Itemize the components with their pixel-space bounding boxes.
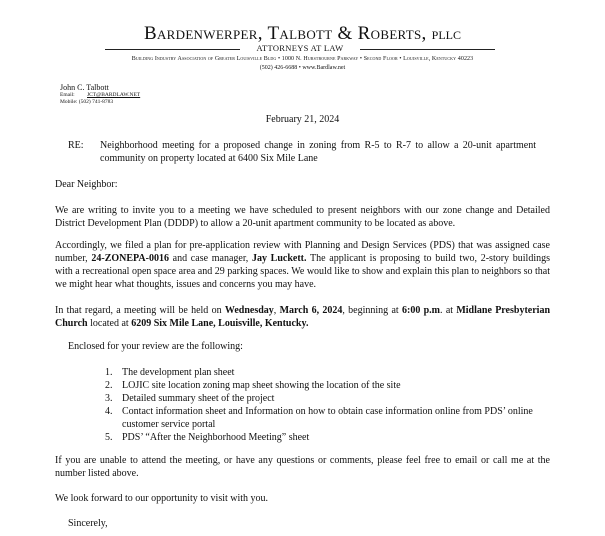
closing: Sincerely,: [68, 518, 108, 529]
para2-text-3: The applicant is proposing to build two, 2-story buildings with a recreational open space area and 29 parking spaces. We would like to show and explain this plan to neighbors so that we might hear what thoughts, issues and concerns you may have.: [55, 253, 550, 290]
attorneys-rule: [105, 43, 495, 55]
rule-right: [360, 49, 495, 50]
para3-text-1: In that regard, a meeting will be held on: [55, 305, 225, 316]
para2-text-1: Accordingly, we filed a plan for pre-application review with Planning and Design Services (PDS) that was assigned case number,: [55, 240, 550, 264]
enclosed-intro: Enclosed for your review are the following:: [68, 341, 243, 352]
sender-block: [60, 83, 140, 106]
list-item: [105, 405, 545, 431]
list-item-number: 2.: [105, 380, 113, 391]
salutation: Dear Neighbor:: [55, 179, 118, 190]
para3-text-2: , beginning at: [342, 305, 402, 316]
email-label: Email:: [60, 92, 75, 98]
firm-pllc: PLLC: [431, 28, 461, 42]
list-item-text: Contact information sheet and Information on how to obtain case information online from PDS’ online customer service portal: [122, 406, 533, 430]
paragraph-case: [55, 239, 550, 291]
meeting-day: Wednesday: [224, 305, 274, 316]
list-item: [105, 431, 545, 444]
list-item-number: 3.: [105, 393, 113, 404]
sender-name: John C. Talbott: [60, 83, 109, 92]
meeting-date: March 6, 2024: [279, 305, 343, 316]
case-manager: Jay Luckett.: [251, 253, 307, 264]
re-line: [68, 139, 536, 165]
meeting-time: 6:00 p.m: [402, 305, 441, 316]
para3-text-3: . at: [440, 305, 457, 316]
para2-text-2: and case manager,: [168, 253, 252, 264]
attorneys-at-law: ATTORNEYS AT LAW: [256, 43, 344, 53]
sender-email-row: [60, 92, 140, 99]
para3-comma: ,: [273, 305, 280, 316]
paragraph-contact: If you are unable to attend the meeting, or have any questions or comments, please feel free to email or call me at the number listed above.: [55, 455, 550, 479]
paragraph-look-forward: We look forward to our opportunity to visit with you.: [55, 493, 269, 504]
firm-name: [0, 23, 605, 45]
list-item: [105, 392, 545, 405]
list-item: [105, 379, 545, 392]
paragraph-meeting: [55, 304, 550, 330]
firm-address: Building Industry Association of Greater Louisville Bldg • 1000 N. Hurstbourne Parkway • Second Floor • Louisville, Kentucky 40223: [131, 56, 474, 62]
sender-email-link[interactable]: JCT@BARDLAW.NET: [87, 92, 141, 98]
list-item-number: 1.: [105, 367, 113, 378]
sender-mobile: (502) 741-8783: [78, 99, 114, 105]
list-item-text: LOJIC site location zoning map sheet showing the location of the site: [122, 380, 401, 391]
list-item: [105, 366, 545, 379]
enclosure-list: [105, 366, 545, 444]
list-item-text: Detailed summary sheet of the project: [122, 393, 275, 404]
case-number: 24-ZONEPA-0016: [91, 253, 169, 264]
letter-date: February 21, 2024: [265, 114, 340, 125]
sender-mobile-row: [60, 99, 140, 106]
list-item-text: PDS’ “After the Neighborhood Meeting” sheet: [122, 432, 310, 443]
meeting-location: 6209 Six Mile Lane, Louisville, Kentucky.: [131, 318, 309, 329]
firm-phone-web: (502) 426-6688 • www.Bardlaw.net: [259, 65, 346, 71]
para3-text-4: located at: [87, 318, 132, 329]
mobile-label: Mobile:: [60, 99, 78, 105]
re-label: RE:: [68, 140, 84, 151]
paragraph-invitation: We are writing to invite you to a meeting we have scheduled to present neighbors with our zone change and Detailed District Development Plan (DDDP) to allow a 20-unit apartment community to be located as above.: [55, 205, 550, 229]
meeting-church: Midlane Presbyterian Church: [55, 305, 551, 329]
firm-name-text: Bardenwerper, Talbott & Roberts,: [144, 23, 427, 44]
list-item-number: 4.: [105, 406, 113, 417]
list-item-text: The development plan sheet: [122, 367, 235, 378]
list-item-number: 5.: [105, 432, 113, 443]
re-text: Neighborhood meeting for a proposed change in zoning from R-5 to R-7 to allow a 20-unit apartment community on property located at 6400 Six Mile Lane: [100, 140, 536, 164]
